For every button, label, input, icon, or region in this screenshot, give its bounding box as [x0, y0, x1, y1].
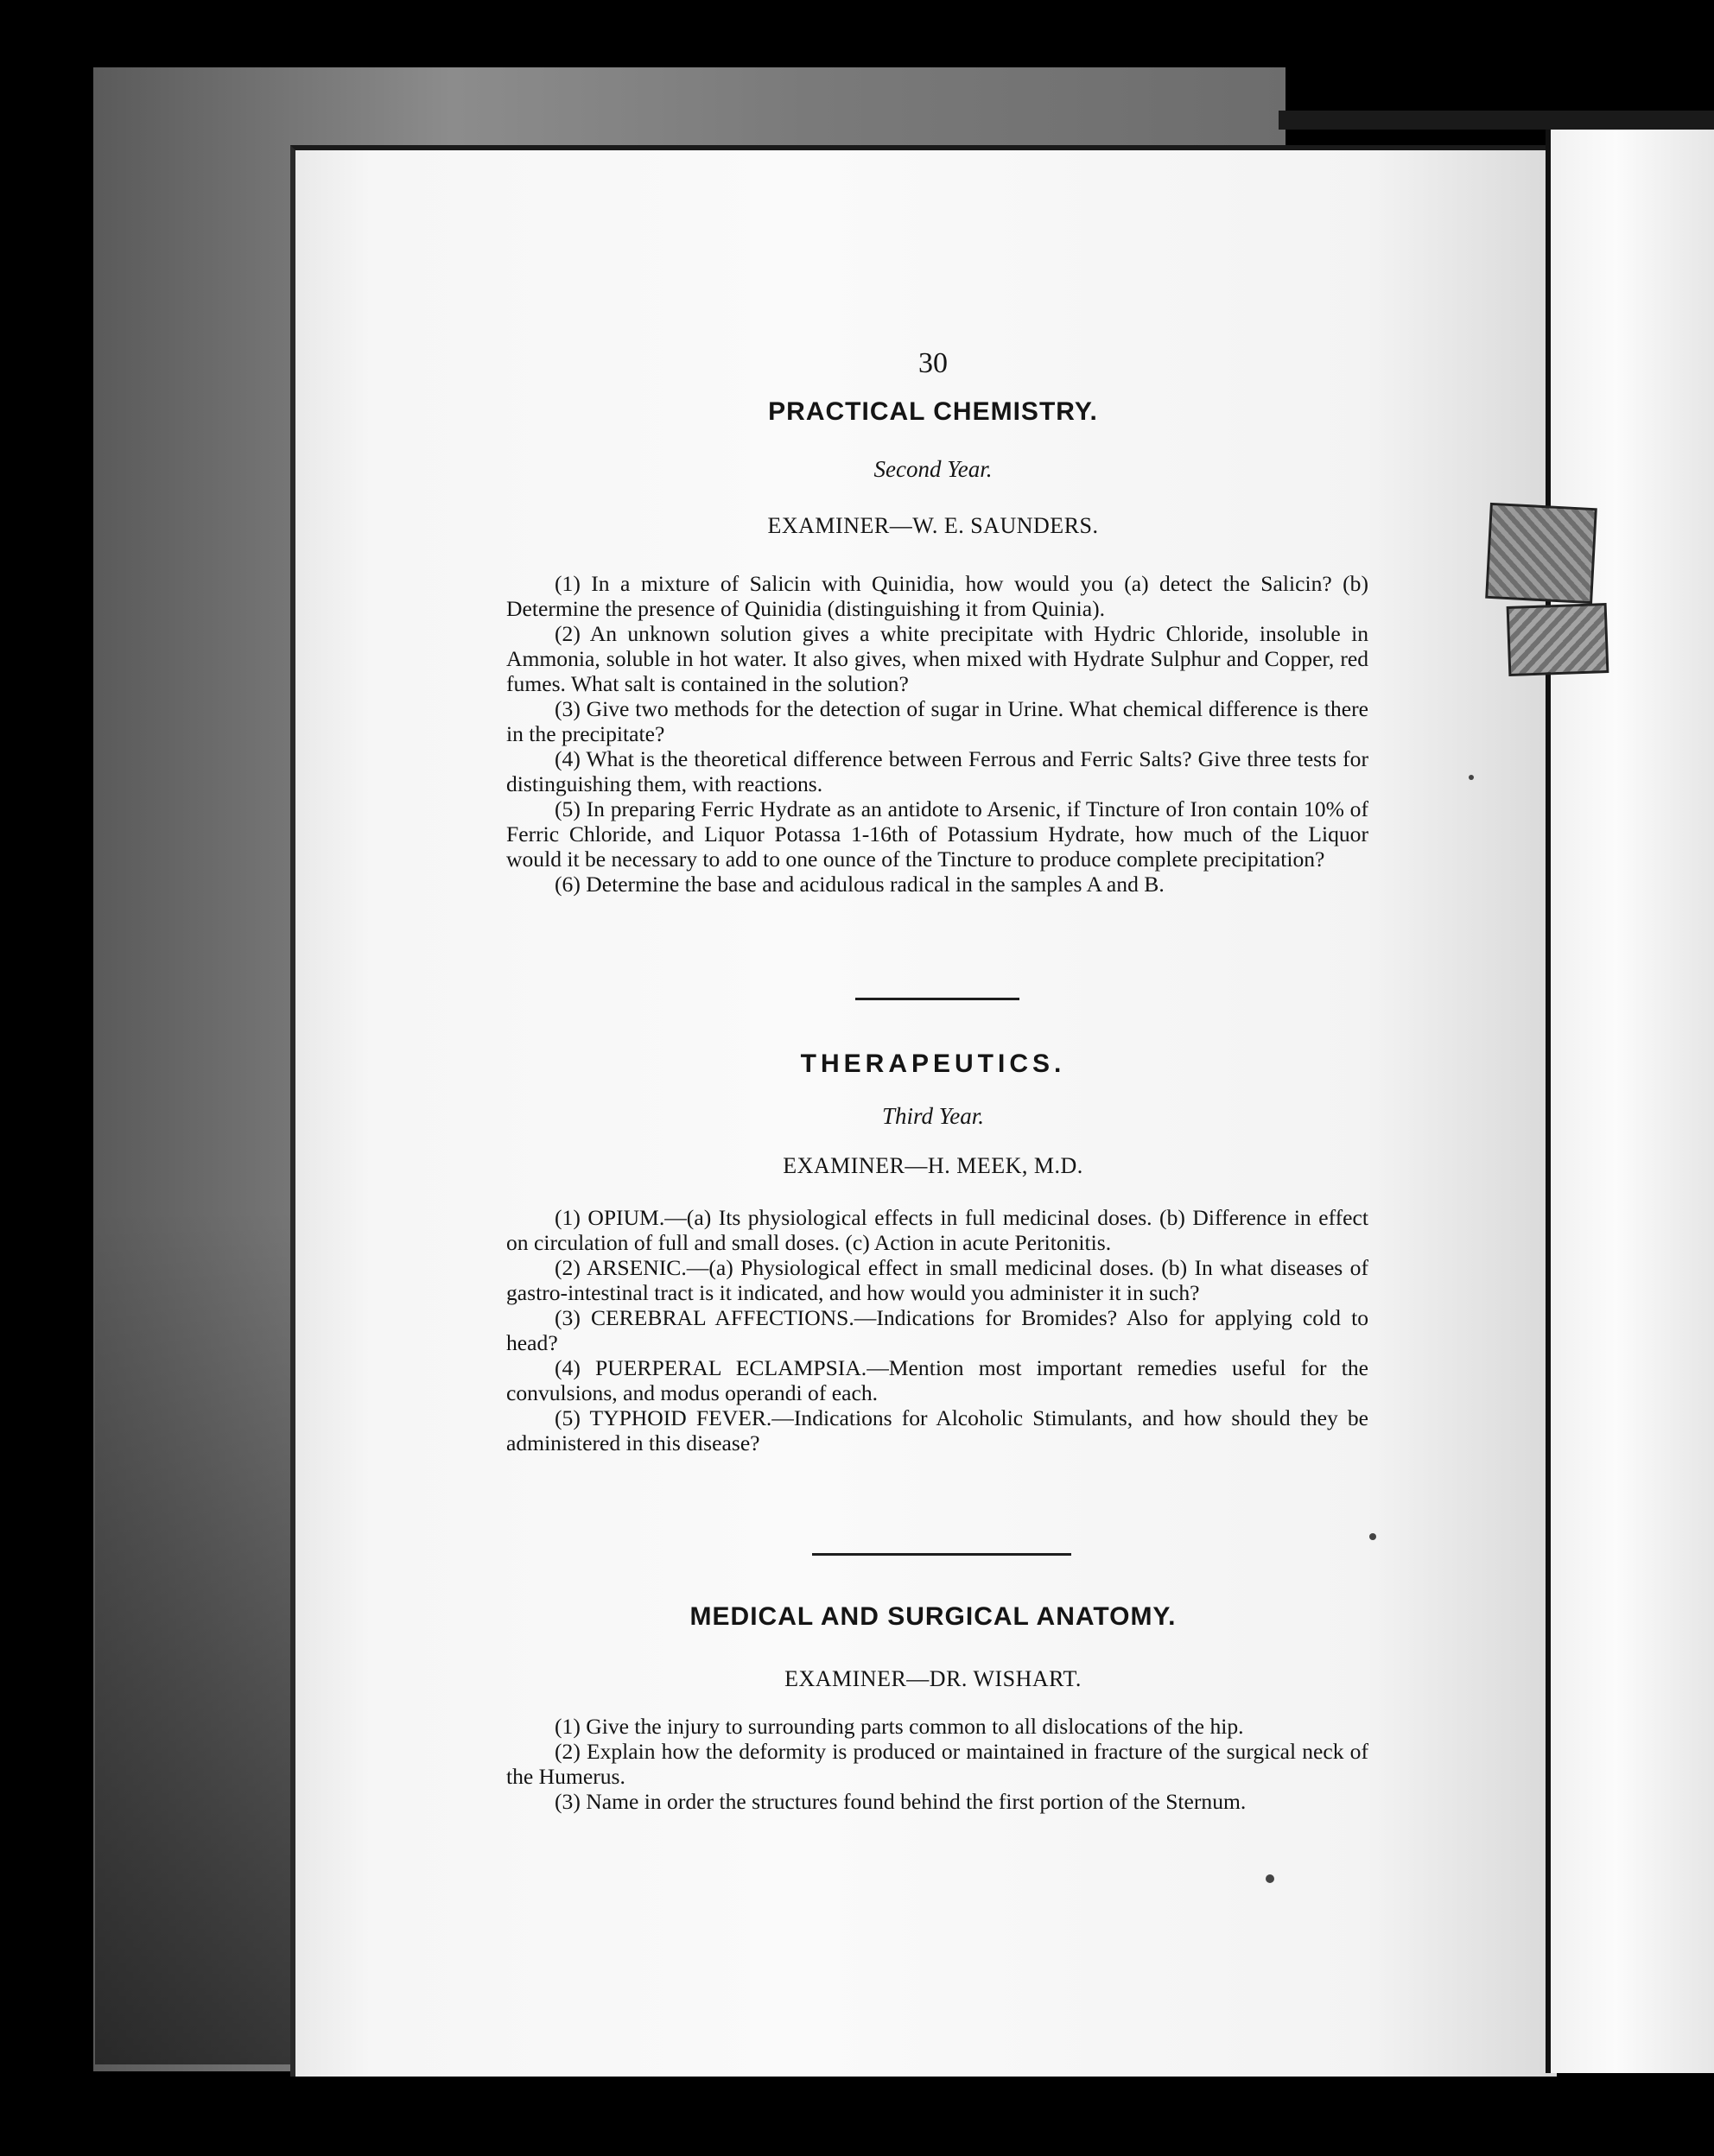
question: (1) Give the injury to surrounding parts common to all dislocations of the hip.: [555, 1714, 1244, 1739]
section-examiner: EXAMINER—H. MEEK, M.D.: [783, 1153, 1083, 1178]
section-divider: [812, 1553, 1071, 1556]
question: (1) OPIUM.—(a) Its physiological effects in full medicinal doses. (b) Difference in effect on circulation of full and small doses. (c) Action in acute Peritonitis.: [506, 1205, 1368, 1255]
question: (5) TYPHOID FEVER.—Indications for Alcoholic Stimulants, and how should they be administered in this disease?: [506, 1405, 1368, 1455]
board-shadow: [95, 1209, 294, 2064]
question: (3) Give two methods for the detection of sugar in Urine. What chemical difference is there in the precipitate?: [506, 696, 1368, 746]
section-examiner: EXAMINER—DR. WISHART.: [784, 1666, 1082, 1691]
section-year: Third Year.: [881, 1103, 985, 1129]
question: (2) An unknown solution gives a white precipitate with Hydric Chloride, insoluble in Ammonia, soluble in hot water. It also gives, when mixed with Hydrate Sulphur and Copper, red fumes. What salt is contained in the solution?: [506, 621, 1368, 696]
question-list: [506, 1714, 1368, 1814]
scan-speck: [1469, 775, 1474, 780]
question: (4) What is the theoretical difference between Ferrous and Ferric Salts? Give three tests for distinguishing them, with reactions.: [506, 746, 1368, 796]
top-edge-band: [1279, 111, 1714, 130]
paper-tear: [1507, 603, 1609, 676]
question: (5) In preparing Ferric Hydrate as an antidote to Arsenic, if Tincture of Iron contain 10% of Ferric Chloride, and Liquor Potassa 1-16th of Potassium Hydrate, how much of the Liquor would it be necessary to add to one ounce of the Tincture to produce complete precipitation?: [506, 796, 1368, 872]
scan-speck: [1369, 1533, 1376, 1540]
section-year: Second Year.: [873, 456, 993, 482]
question: (3) CEREBRAL AFFECTIONS.—Indications for Bromides? Also for applying cold to head?: [506, 1305, 1368, 1355]
section-title: MEDICAL AND SURGICAL ANATOMY.: [689, 1602, 1177, 1631]
adjacent-page-strip: [1551, 130, 1714, 2073]
section-examiner: EXAMINER—W. E. SAUNDERS.: [767, 513, 1099, 538]
question: (2) Explain how the deformity is produced or maintained in fracture of the surgical neck of the Humerus.: [506, 1739, 1368, 1789]
question: (3) Name in order the structures found behind the first portion of the Sternum.: [555, 1789, 1247, 1814]
question: (6) Determine the base and acidulous radical in the samples A and B.: [555, 872, 1165, 897]
section-title: PRACTICAL CHEMISTRY.: [768, 397, 1098, 426]
question-list: [506, 1205, 1368, 1455]
question: (4) PUERPERAL ECLAMPSIA.—Mention most important remedies useful for the convulsions, and modus operandi of each.: [506, 1355, 1368, 1405]
section-divider: [855, 998, 1019, 1000]
question: (1) In a mixture of Salicin with Quinidia, how would you (a) detect the Salicin? (b) Determine the presence of Quinidia (distinguishing it from Quinia).: [506, 571, 1368, 621]
section-title: THERAPEUTICS.: [800, 1049, 1066, 1078]
page-number: 30: [918, 347, 948, 379]
question: (2) ARSENIC.—(a) Physiological effect in small medicinal doses. (b) In what diseases of gastro-intestinal tract is it indicated, and how would you administer it in such?: [506, 1255, 1368, 1305]
scan-speck: [1266, 1874, 1274, 1883]
question-list: [506, 571, 1368, 897]
paper-tear: [1485, 503, 1597, 604]
